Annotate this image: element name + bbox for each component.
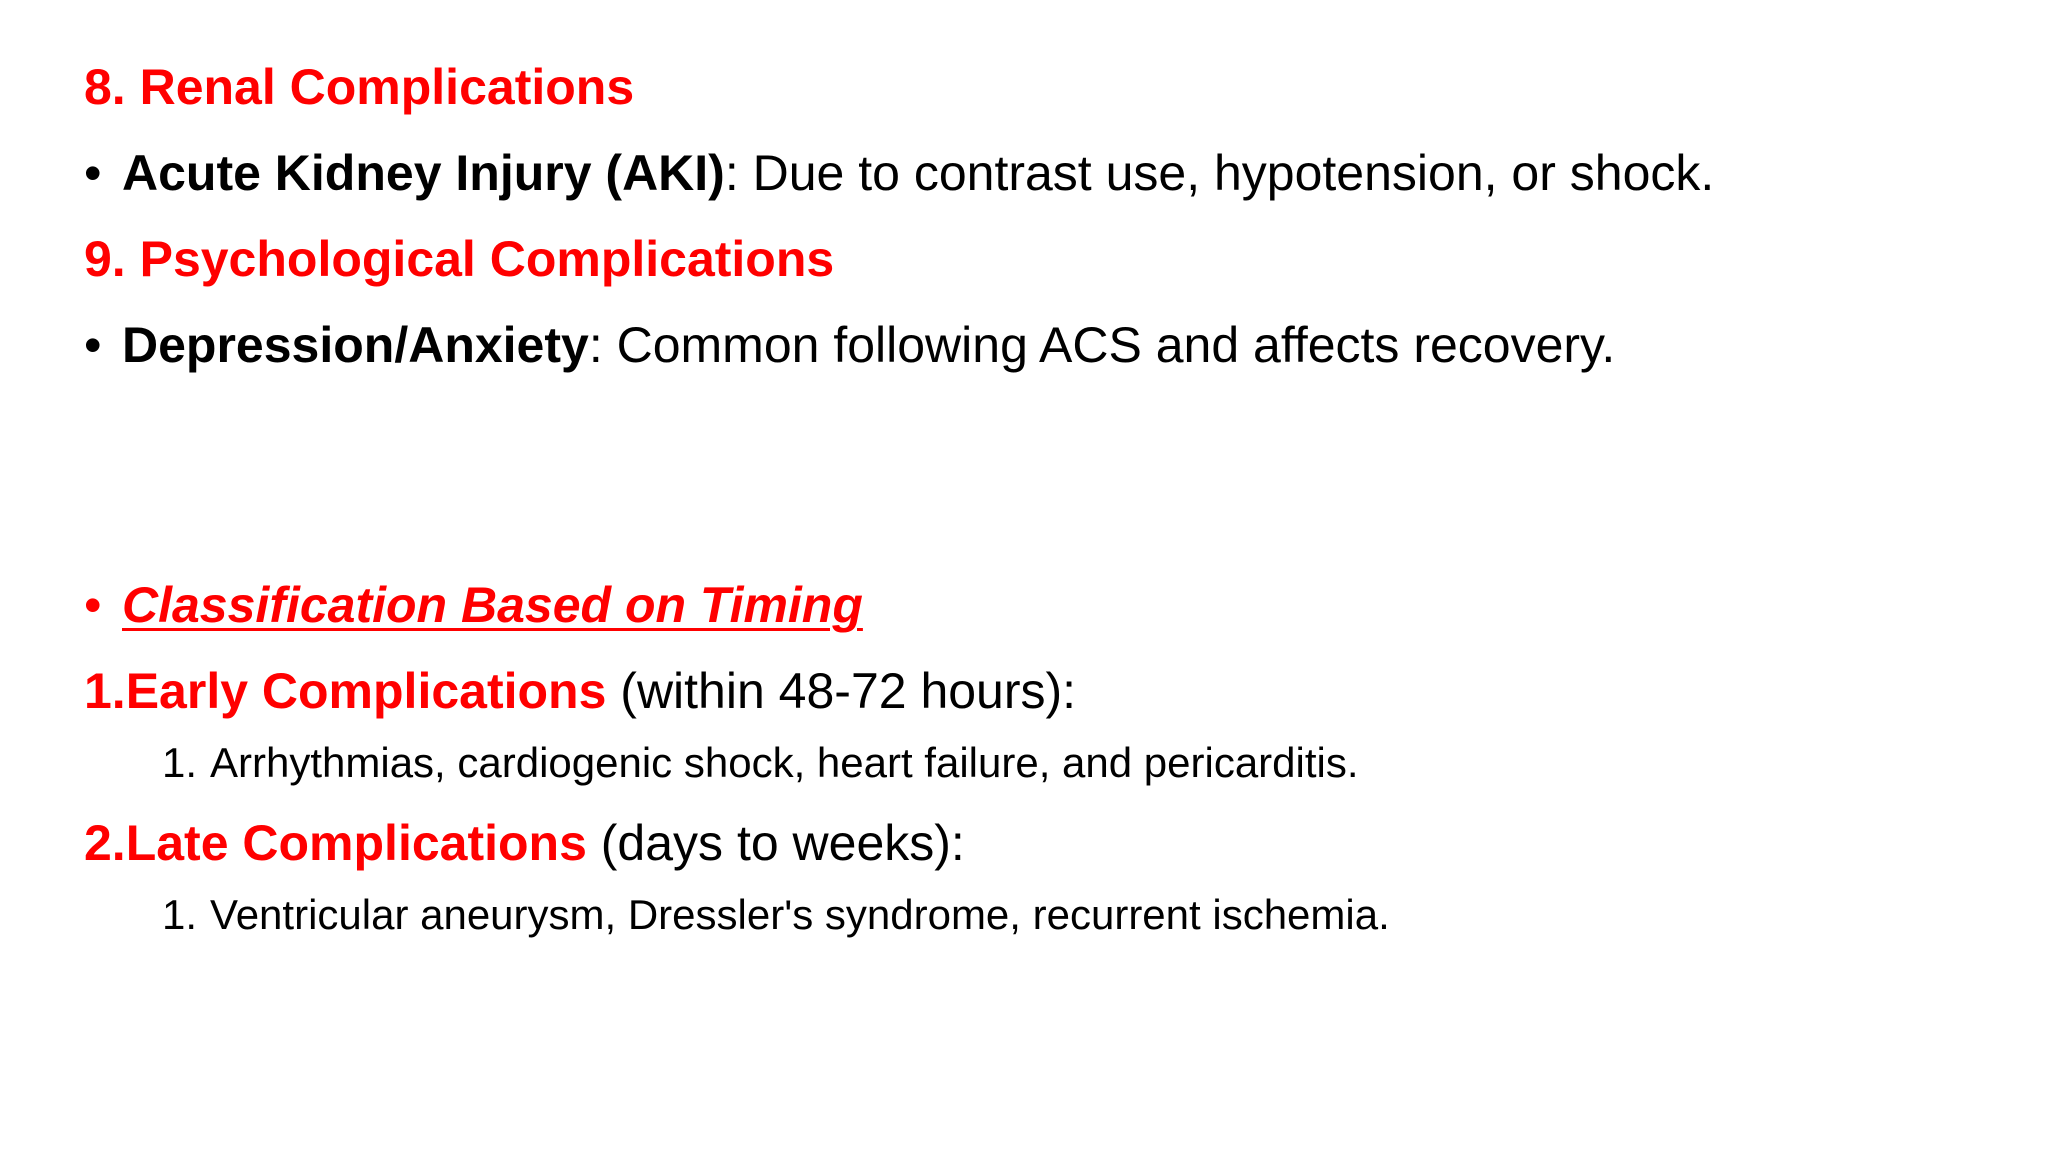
bullet-icon: • (84, 317, 102, 373)
renal-desc: : Due to contrast use, hypotension, or shock. (724, 145, 1715, 201)
late-label: Late Complications (125, 815, 587, 871)
early-complications-item (84, 663, 1077, 719)
psych-heading-text: 9. Psychological Complications (84, 231, 835, 287)
late-sub-item (162, 891, 1390, 938)
classification-title: Classification Based on Timing (122, 577, 863, 633)
bullet-icon: • (84, 577, 102, 633)
classification-heading (84, 577, 863, 633)
psych-heading (84, 231, 835, 287)
early-number: 1. (84, 663, 126, 719)
renal-heading (84, 59, 635, 115)
early-sub-item (162, 739, 1359, 786)
renal-bullet-item (84, 145, 1715, 201)
renal-term: Acute Kidney Injury (AKI) (122, 145, 725, 201)
late-number: 2. (84, 815, 126, 871)
early-label: Early Complications (125, 663, 607, 719)
psych-term: Depression/Anxiety (122, 317, 589, 373)
late-sub-number: 1. (162, 891, 198, 938)
early-sub-text: Arrhythmias, cardiogenic shock, heart failure, and pericarditis. (210, 739, 1359, 786)
early-timing: (within 48-72 hours): (606, 663, 1077, 719)
renal-heading-text: 8. Renal Complications (84, 59, 635, 115)
psych-desc: : Common following ACS and affects recovery. (588, 317, 1616, 373)
late-complications-item (84, 815, 965, 871)
bullet-icon: • (84, 145, 102, 201)
late-timing: (days to weeks): (586, 815, 965, 871)
early-sub-number: 1. (162, 739, 198, 786)
psych-bullet-item (84, 317, 1616, 373)
late-sub-text: Ventricular aneurysm, Dressler's syndrome, recurrent ischemia. (210, 891, 1390, 938)
